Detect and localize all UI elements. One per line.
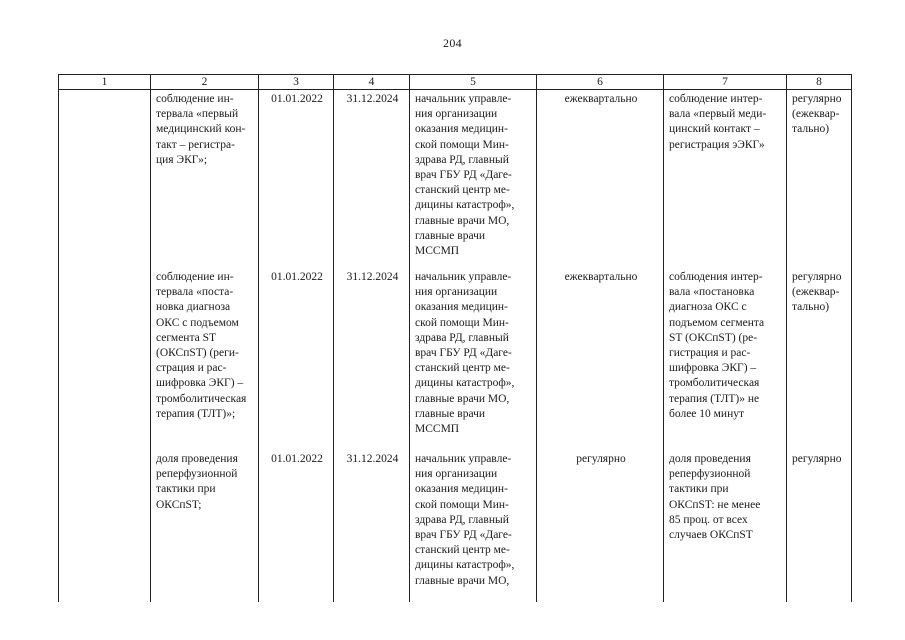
event-cell <box>151 90 259 269</box>
regularity: регулярно (ежеквар- тально) <box>792 93 842 136</box>
frequency-cell <box>537 268 664 450</box>
table-row <box>59 268 852 450</box>
table-row <box>59 450 852 602</box>
end-date-cell <box>334 450 410 602</box>
regularity: регулярно <box>792 453 842 465</box>
frequency: ежеквартально <box>564 93 638 105</box>
table-body <box>59 90 852 603</box>
table-header <box>59 75 852 90</box>
page-number: 204 <box>443 36 462 50</box>
event-name: соблюдение ин- тервала «первый медицинский кон- такт – регистра- ция ЭКГ»; <box>156 93 246 166</box>
result: соблюдения интер- вала «постановка диагноза ОКС с подъемом сегмента ST (ОКСпST) (ре- гистрация и рас- шифровка ЭКГ) – тромболитическая терапия (ТЛТ)» не более 10 минут <box>669 271 765 420</box>
start-date-cell <box>259 450 334 602</box>
event-name: соблюдение ин- тервала «поста- новка диагноза ОКС с подъемом сегмента ST (ОКСпST) (реги- страция и рас- шифровка ЭКГ) – тромболитическая терапия (ТЛТ)»; <box>156 271 247 420</box>
result-cell <box>664 268 787 450</box>
header-col-8: 8 <box>787 75 852 90</box>
event-name: доля проведения реперфузионной тактики при ОКСпST; <box>156 453 238 511</box>
end-date: 31.12.2024 <box>346 271 399 283</box>
end-date: 31.12.2024 <box>346 453 399 465</box>
header-col-3: 3 <box>259 75 334 90</box>
header-col-1: 1 <box>59 75 151 90</box>
regularity: регулярно (ежеквар- тально) <box>792 271 842 314</box>
start-date: 01.01.2022 <box>271 271 323 283</box>
frequency: регулярно <box>576 453 626 465</box>
row-number-cell <box>59 268 151 450</box>
header-col-2: 2 <box>151 75 259 90</box>
responsible: начальник управле- ния организации оказания медицин- ской помощи Мин- здрава РД, главный врач ГБУ РД «Даге- станский центр ме- дицины катастроф», главные врачи МО, главные врачи МССМП <box>415 271 515 436</box>
regularity-cell <box>787 90 852 269</box>
header-col-4: 4 <box>334 75 410 90</box>
header-col-5: 5 <box>410 75 537 90</box>
regularity-cell <box>787 450 852 602</box>
frequency: ежеквартально <box>564 271 638 283</box>
start-date-cell <box>259 90 334 269</box>
plan-table <box>58 74 852 602</box>
responsible: начальник управле- ния организации оказания медицин- ской помощи Мин- здрава РД, главный врач ГБУ РД «Даге- станский центр ме- дицины катастроф», главные врачи МО, главные врачи МССМП <box>415 93 515 258</box>
responsible-cell <box>410 90 537 269</box>
start-date: 01.01.2022 <box>271 93 323 105</box>
end-date-cell <box>334 90 410 269</box>
regularity-cell <box>787 268 852 450</box>
frequency-cell <box>537 450 664 602</box>
row-number-cell <box>59 450 151 602</box>
end-date: 31.12.2024 <box>346 93 399 105</box>
responsible-cell <box>410 268 537 450</box>
event-cell <box>151 268 259 450</box>
start-date-cell <box>259 268 334 450</box>
result-cell <box>664 450 787 602</box>
frequency-cell <box>537 90 664 269</box>
result-cell <box>664 90 787 269</box>
responsible: начальник управле- ния организации оказания медицин- ской помощи Мин- здрава РД, главный врач ГБУ РД «Даге- станский центр ме- дицины катастроф», главные врачи МО, <box>415 453 515 587</box>
row-number-cell <box>59 90 151 269</box>
header-row <box>59 75 852 90</box>
event-cell <box>151 450 259 602</box>
result: соблюдение интер- вала «первый меди- цинский контакт – регистрация эЭКГ» <box>669 93 767 151</box>
header-col-6: 6 <box>537 75 664 90</box>
header-col-7: 7 <box>664 75 787 90</box>
result: доля проведения реперфузионной тактики при ОКСпST: не менее 85 проц. от всех случаев ОКСпST <box>669 453 761 542</box>
table-row <box>59 90 852 269</box>
start-date: 01.01.2022 <box>271 453 323 465</box>
end-date-cell <box>334 268 410 450</box>
responsible-cell <box>410 450 537 602</box>
